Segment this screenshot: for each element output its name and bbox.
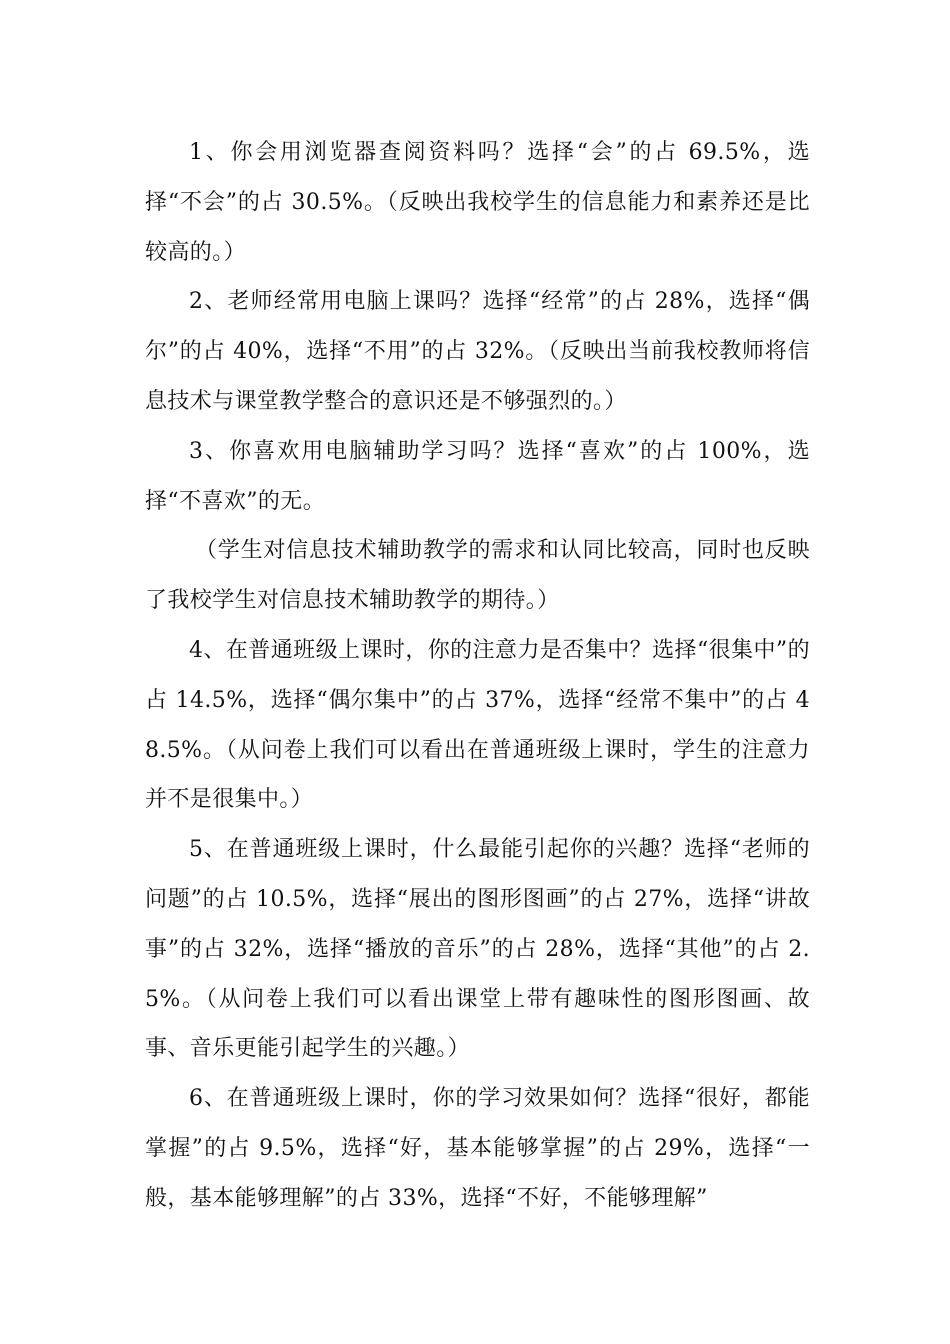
paragraph-q4: 4、在普通班级上课时，你的注意力是否集中？选择“很集中”的占 14.5%，选择“偶尔集中”的占 37%，选择“经常不集中”的占 48.5%。（从问卷上我们可以看出在普通班级上课时，学生的注意力并不是很集中。）	[145, 637, 810, 813]
paragraph-q6: 6、在普通班级上课时，你的学习效果如何？选择“很好，都能掌握”的占 9.5%，选择“好，基本能够掌握”的占 29%，选择“一般，基本能够理解”的占 33%，选择“不好，不能够理解”	[145, 1086, 810, 1211]
paragraph-q3-note: （学生对信息技术辅助教学的需求和认同比较高，同时也反映了我校学生对信息技术辅助教学的期待。）	[145, 538, 810, 614]
paragraph-q5: 5、在普通班级上课时，什么最能引起你的兴趣？选择“老师的问题”的占 10.5%，选择“展出的图形图画”的占 27%，选择“讲故事”的占 32%，选择“播放的音乐”的占 28%，选择“其他”的占 2.5%。（从问卷上我们可以看出课堂上带有趣味性的图形图画、故事、音乐更能引起学生的兴趣。）	[145, 837, 810, 1062]
paragraph-q1: 1、你会用浏览器查阅资料吗？选择“会”的占 69.5%，选择“不会”的占 30.5%。（反映出我校学生的信息能力和素养还是比较高的。）	[145, 140, 810, 265]
paragraph-q2: 2、老师经常用电脑上课吗？选择“经常”的占 28%，选择“偶尔”的占 40%，选择“不用”的占 32%。（反映出当前我校教师将信息技术与课堂教学整合的意识还是不够强烈的。）	[145, 289, 810, 414]
paragraph-q3: 3、你喜欢用电脑辅助学习吗？选择“喜欢”的占 100%，选择“不喜欢”的无。	[145, 438, 810, 514]
document-body	[145, 128, 810, 1224]
